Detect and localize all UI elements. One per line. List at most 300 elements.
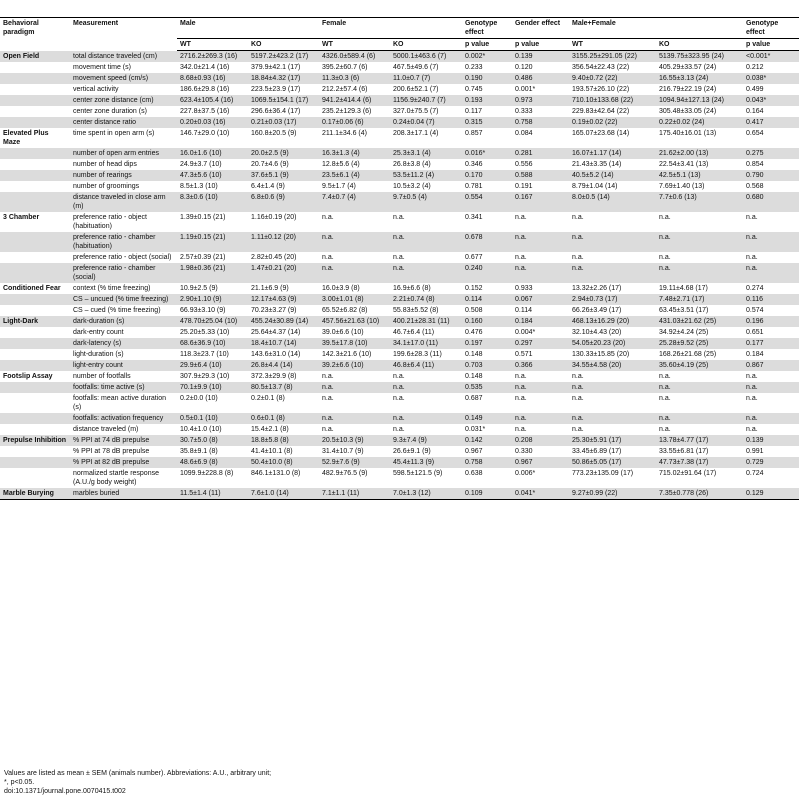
cell-gender-p: 0.084: [515, 130, 533, 137]
cell-paradigm: [0, 148, 70, 159]
cell-female-ko: 10.5±3.2 (4): [393, 183, 431, 190]
cell-genotype2-p: n.a.: [746, 395, 758, 402]
cell-genotype2-p: 0.729: [743, 457, 799, 468]
cell-male-wt: 30.7±5.0 (8): [177, 435, 248, 446]
cell-mf-wt: 16.07±1.17 (14): [569, 148, 656, 159]
cell-mf-wt: n.a.: [572, 214, 584, 221]
cell-genotype-p: 0.967: [465, 448, 483, 455]
cell-mf-ko: 168.26±21.68 (25): [659, 351, 717, 358]
cell-male-ko: 12.17±4.63 (9): [248, 294, 319, 305]
cell-genotype2-p: n.a.: [743, 413, 799, 424]
cell-paradigm: 3 Chamber: [3, 214, 40, 221]
header-row: [0, 18, 799, 39]
table-row: [0, 468, 799, 488]
cell-male-ko: 15.4±2.1 (8): [251, 426, 289, 433]
subheader-genotype-p: p value: [462, 39, 512, 51]
cell-female-wt: n.a.: [319, 232, 390, 252]
cell-mf-ko: n.a.: [656, 382, 743, 393]
cell-gender-p: 0.588: [512, 170, 569, 181]
cell-male-wt: 29.9±6.4 (10): [177, 360, 248, 371]
cell-genotype-p: 0.341: [465, 214, 483, 221]
cell-mf-wt: 468.13±16.29 (20): [569, 316, 656, 327]
table-row: [0, 95, 799, 106]
cell-genotype-p: 0.142: [462, 435, 512, 446]
cell-mf-ko: 431.03±21.62 (25): [656, 316, 743, 327]
cell-paradigm: [0, 327, 70, 338]
cell-genotype-p: 0.109: [462, 488, 512, 500]
cell-paradigm: Conditioned Fear: [3, 285, 61, 292]
subheader-genotype2-p: p value: [743, 39, 799, 51]
table-row: [0, 128, 799, 148]
cell-male-wt: 118.3±23.7 (10): [180, 351, 229, 358]
cell-mf-ko: 21.62±2.00 (13): [656, 148, 743, 159]
cell-gender-p: 0.114: [515, 307, 532, 314]
cell-mf-ko: 7.7±0.6 (13): [656, 192, 743, 212]
cell-paradigm: [0, 305, 70, 316]
cell-measurement: number of footfalls: [73, 373, 131, 380]
cell-genotype-p: 0.781: [465, 183, 483, 190]
table-row: [0, 294, 799, 305]
table-row: [0, 73, 799, 84]
cell-female-ko: 9.3±7.4 (9): [390, 435, 462, 446]
cell-genotype-p: 0.745: [465, 86, 483, 93]
cell-female-wt: n.a.: [322, 426, 334, 433]
cell-male-wt: 0.2±0.0 (10): [180, 395, 218, 402]
cell-measurement: dark-entry count: [73, 329, 124, 336]
cell-mf-wt: n.a.: [569, 232, 656, 252]
footnote-doi: doi:10.1371/journal.pone.0070415.t002: [4, 788, 126, 795]
table-row: [0, 106, 799, 117]
cell-mf-ko: 19.11±4.68 (17): [659, 285, 708, 292]
cell-female-wt: n.a.: [319, 263, 390, 283]
table-row: [0, 316, 799, 327]
cell-gender-p: 0.167: [512, 192, 569, 212]
cell-measurement: normalized startle response (A.U./g body weight): [73, 470, 159, 486]
cell-female-ko: n.a.: [390, 413, 462, 424]
cell-paradigm: [0, 73, 70, 84]
cell-genotype-p: 0.114: [462, 294, 512, 305]
cell-female-ko: n.a.: [393, 254, 405, 261]
cell-female-ko: 467.5±49.6 (7): [393, 64, 439, 71]
cell-male-ko: 7.6±1.0 (14): [248, 488, 319, 500]
cell-genotype2-p: <0.001*: [743, 51, 799, 63]
cell-male-wt: 342.0±21.4 (16): [180, 64, 230, 71]
cell-mf-ko: 7.48±2.71 (17): [656, 294, 743, 305]
cell-paradigm: [0, 232, 70, 252]
cell-genotype2-p: 0.854: [746, 161, 764, 168]
cell-male-wt: 11.5±1.4 (11): [177, 488, 248, 500]
cell-genotype2-p: n.a.: [743, 263, 799, 283]
table-row: [0, 360, 799, 371]
cell-mf-wt: 8.0±0.5 (14): [569, 192, 656, 212]
cell-gender-p: n.a.: [515, 426, 527, 433]
cell-female-wt: n.a.: [322, 254, 334, 261]
cell-female-ko: n.a.: [393, 395, 405, 402]
cell-genotype-p: 0.170: [462, 170, 512, 181]
cell-mf-ko: 13.78±4.77 (17): [656, 435, 743, 446]
cell-paradigm: [0, 192, 70, 212]
cell-male-ko: 20.0±2.5 (9): [248, 148, 319, 159]
cell-female-wt: 457.56±21.63 (10): [319, 316, 390, 327]
cell-measurement: % PPI at 74 dB prepulse: [70, 435, 177, 446]
cell-female-ko: 0.24±0.04 (7): [390, 117, 462, 128]
cell-measurement: dark-duration (s): [70, 316, 177, 327]
cell-paradigm: Footslip Assay: [3, 373, 53, 380]
header-genotype-effect: Genotype effect: [462, 18, 512, 39]
cell-female-wt: 482.9±76.5 (9): [322, 470, 368, 477]
cell-gender-p: 0.139: [512, 51, 569, 63]
cell-gender-p: 0.004*: [515, 329, 536, 336]
cell-mf-wt: 34.55±4.58 (20): [569, 360, 656, 371]
cell-male-ko: 1.47±0.21 (20): [248, 263, 319, 283]
cell-female-ko: n.a.: [390, 382, 462, 393]
cell-male-ko: 223.5±23.9 (17): [251, 86, 301, 93]
cell-female-ko: 45.4±11.3 (9): [390, 457, 462, 468]
cell-gender-p: 0.571: [515, 351, 533, 358]
cell-genotype-p: 0.148: [465, 351, 483, 358]
cell-mf-ko: n.a.: [659, 214, 671, 221]
cell-genotype2-p: 0.129: [743, 488, 799, 500]
cell-male-ko: 80.5±13.7 (8): [248, 382, 319, 393]
header-gender-effect: Gender effect: [512, 18, 569, 39]
cell-mf-wt: n.a.: [572, 254, 584, 261]
cell-male-ko: 0.2±0.1 (8): [251, 395, 285, 402]
cell-mf-wt: n.a.: [569, 263, 656, 283]
cell-genotype2-p: 0.991: [746, 448, 764, 455]
cell-male-ko: 379.9±42.1 (17): [251, 64, 301, 71]
cell-female-ko: 208.3±17.1 (4): [393, 130, 439, 137]
cell-gender-p: 0.006*: [515, 470, 536, 477]
cell-measurement: footfalls: mean active duration (s): [73, 395, 166, 411]
cell-mf-ko: n.a.: [659, 254, 671, 261]
cell-mf-ko: 405.29±33.57 (24): [659, 64, 717, 71]
cell-genotype-p: 0.703: [462, 360, 512, 371]
cell-paradigm: [0, 446, 70, 457]
table-row: [0, 170, 799, 181]
table-row: [0, 212, 799, 232]
cell-genotype-p: 0.031*: [465, 426, 486, 433]
cell-mf-wt: 773.23±135.09 (17): [572, 470, 634, 477]
cell-mf-wt: 9.40±0.72 (22): [569, 73, 656, 84]
cell-male-ko: 846.1±131.0 (8): [251, 470, 301, 477]
cell-genotype2-p: 0.790: [743, 170, 799, 181]
cell-male-ko: 26.8±4.4 (14): [248, 360, 319, 371]
cell-mf-ko: n.a.: [659, 373, 671, 380]
cell-gender-p: n.a.: [515, 254, 527, 261]
cell-measurement: light-duration (s): [73, 351, 124, 358]
cell-female-wt: 23.5±6.1 (4): [319, 170, 390, 181]
cell-female-ko: 1156.9±240.7 (7): [390, 95, 462, 106]
cell-gender-p: 0.333: [515, 108, 533, 115]
cell-measurement: footfalls: activation frequency: [70, 413, 177, 424]
cell-mf-ko: 33.55±6.81 (17): [659, 448, 709, 455]
cell-female-wt: n.a.: [319, 382, 390, 393]
table-row: [0, 148, 799, 159]
cell-measurement: number of head dips: [73, 161, 137, 168]
cell-female-ko: 2.21±0.74 (8): [390, 294, 462, 305]
cell-genotype-p: 0.346: [465, 161, 483, 168]
subheader-female-wt: WT: [319, 39, 390, 51]
cell-gender-p: 0.933: [515, 285, 533, 292]
cell-gender-p: 0.297: [512, 338, 569, 349]
cell-female-ko: 46.7±6.4 (11): [393, 329, 435, 336]
cell-genotype-p: 0.190: [462, 73, 512, 84]
cell-measurement: CS – uncued (% time freezing): [70, 294, 177, 305]
subheader-gender-p: p value: [512, 39, 569, 51]
cell-mf-wt: n.a.: [572, 395, 584, 402]
cell-mf-ko: 47.73±7.38 (17): [656, 457, 743, 468]
cell-female-wt: 9.5±1.7 (4): [322, 183, 356, 190]
table-row: [0, 327, 799, 338]
cell-genotype2-p: 0.116: [743, 294, 799, 305]
cell-mf-wt: n.a.: [572, 373, 584, 380]
cell-mf-ko: 5139.75±323.95 (24): [656, 51, 743, 63]
cell-mf-wt: 165.07±23.68 (14): [572, 130, 630, 137]
cell-paradigm: [0, 252, 70, 263]
cell-genotype-p: 0.758: [462, 457, 512, 468]
cell-mf-ko: 216.79±22.19 (24): [659, 86, 717, 93]
cell-female-ko: 16.9±6.6 (8): [393, 285, 431, 292]
cell-female-ko: 598.5±121.5 (9): [393, 470, 443, 477]
header-measurement: Measurement: [70, 18, 177, 51]
cell-male-wt: 48.6±6.9 (8): [177, 457, 248, 468]
cell-gender-p: 0.758: [512, 117, 569, 128]
table-row: [0, 382, 799, 393]
table-row: [0, 488, 799, 500]
cell-genotype2-p: 0.651: [746, 329, 764, 336]
table-row: [0, 338, 799, 349]
cell-genotype2-p: n.a.: [743, 382, 799, 393]
cell-female-wt: 20.5±10.3 (9): [319, 435, 390, 446]
table-row: [0, 62, 799, 73]
cell-female-wt: n.a.: [319, 413, 390, 424]
cell-measurement: center zone distance (cm): [70, 95, 177, 106]
cell-male-wt: 10.4±1.0 (10): [180, 426, 222, 433]
cell-male-ko: 18.8±5.8 (8): [248, 435, 319, 446]
cell-mf-ko: n.a.: [656, 232, 743, 252]
cell-measurement: distance traveled (m): [73, 426, 139, 433]
cell-gender-p: 0.208: [512, 435, 569, 446]
cell-mf-ko: 22.54±3.41 (13): [659, 161, 709, 168]
results-table: [0, 17, 799, 500]
table-row: [0, 446, 799, 457]
cell-paradigm: [0, 468, 70, 488]
cell-genotype-p: 0.233: [465, 64, 483, 71]
cell-female-wt: 7.1±1.1 (11): [319, 488, 390, 500]
cell-paradigm: [0, 62, 70, 73]
cell-female-ko: 34.1±17.0 (11): [390, 338, 462, 349]
cell-female-wt: n.a.: [322, 214, 334, 221]
cell-male-wt: 2.90±1.10 (9): [177, 294, 248, 305]
cell-genotype-p: 0.193: [462, 95, 512, 106]
cell-measurement: center zone duration (s): [73, 108, 147, 115]
cell-male-wt: 227.8±37.5 (16): [180, 108, 230, 115]
cell-female-wt: 212.2±57.4 (6): [322, 86, 368, 93]
cell-genotype-p: 0.160: [462, 316, 512, 327]
cell-female-wt: 65.52±6.82 (8): [322, 307, 368, 314]
table-row: [0, 51, 799, 63]
cell-mf-ko: 1094.94±127.13 (24): [656, 95, 743, 106]
cell-genotype2-p: 0.196: [743, 316, 799, 327]
cell-measurement: CS – cued (% time freezing): [73, 307, 161, 314]
cell-male-ko: 160.8±20.5 (9): [251, 130, 297, 137]
cell-genotype2-p: 0.499: [746, 86, 764, 93]
cell-male-ko: 455.24±30.89 (14): [248, 316, 319, 327]
cell-genotype-p: 0.535: [462, 382, 512, 393]
cell-measurement: movement speed (cm/s): [70, 73, 177, 84]
cell-genotype-p: 0.016*: [462, 148, 512, 159]
cell-female-wt: 142.3±21.6 (10): [322, 351, 372, 358]
cell-measurement: dark-latency (s): [70, 338, 177, 349]
table-row: [0, 424, 799, 435]
cell-male-wt: 2716.2±269.3 (16): [177, 51, 248, 63]
cell-paradigm: [0, 413, 70, 424]
cell-genotype2-p: n.a.: [743, 232, 799, 252]
cell-mf-wt: 40.5±5.2 (14): [569, 170, 656, 181]
cell-mf-ko: 715.02±91.64 (17): [659, 470, 717, 477]
cell-female-wt: 39.0±6.6 (10): [322, 329, 364, 336]
cell-measurement: context (% time freezing): [73, 285, 151, 292]
cell-mf-ko: n.a.: [656, 413, 743, 424]
cell-gender-p: n.a.: [515, 373, 527, 380]
cell-genotype2-p: n.a.: [746, 214, 758, 221]
table-body: [0, 51, 799, 500]
cell-mf-ko: 175.40±16.01 (13): [659, 130, 717, 137]
cell-paradigm: [0, 170, 70, 181]
cell-gender-p: 0.001*: [515, 86, 536, 93]
cell-mf-wt: 0.19±0.02 (22): [569, 117, 656, 128]
cell-paradigm: [0, 106, 70, 117]
cell-female-ko: n.a.: [393, 426, 405, 433]
cell-paradigm: [0, 393, 70, 413]
cell-female-wt: 395.2±60.7 (6): [322, 64, 368, 71]
cell-female-wt: 16.0±3.9 (8): [322, 285, 360, 292]
cell-female-wt: 3.00±1.01 (8): [319, 294, 390, 305]
cell-mf-ko: 7.69±1.40 (13): [659, 183, 705, 190]
cell-mf-wt: 21.43±3.35 (14): [572, 161, 622, 168]
footnote-abbreviations: Values are listed as mean ± SEM (animals number). Abbreviations: A.U., arbitrary unit;: [4, 770, 272, 777]
table-row: [0, 457, 799, 468]
cell-male-ko: 25.64±4.37 (14): [251, 329, 301, 336]
cell-female-wt: 235.2±129.3 (6): [322, 108, 372, 115]
cell-genotype2-p: 0.043*: [743, 95, 799, 106]
cell-male-ko: 1069.5±154.1 (17): [248, 95, 319, 106]
cell-mf-wt: 33.45±6.89 (17): [572, 448, 622, 455]
cell-gender-p: 0.120: [515, 64, 533, 71]
cell-measurement: total distance traveled (cm): [70, 51, 177, 63]
cell-gender-p: 0.281: [512, 148, 569, 159]
cell-paradigm: [0, 263, 70, 283]
cell-genotype-p: 0.002*: [462, 51, 512, 63]
cell-gender-p: n.a.: [512, 413, 569, 424]
cell-genotype-p: 0.687: [465, 395, 483, 402]
cell-genotype-p: 0.117: [465, 108, 482, 115]
cell-gender-p: 0.330: [515, 448, 533, 455]
cell-mf-wt: 32.10±4.43 (20): [572, 329, 622, 336]
cell-female-ko: 26.8±3.8 (4): [393, 161, 431, 168]
cell-genotype2-p: 0.654: [746, 130, 764, 137]
cell-male-ko: 21.1±6.9 (9): [251, 285, 289, 292]
cell-genotype2-p: 0.568: [746, 183, 764, 190]
cell-mf-wt: 710.10±133.68 (22): [569, 95, 656, 106]
cell-female-ko: 200.6±52.1 (7): [393, 86, 439, 93]
cell-male-wt: 0.5±0.1 (10): [177, 413, 248, 424]
cell-mf-ko: 7.35±0.778 (26): [656, 488, 743, 500]
cell-genotype2-p: 0.139: [743, 435, 799, 446]
cell-mf-ko: 16.55±3.13 (24): [656, 73, 743, 84]
cell-measurement: preference ratio - object (habituation): [73, 214, 147, 230]
table-row: [0, 371, 799, 382]
cell-measurement: vertical activity: [73, 86, 119, 93]
cell-gender-p: 0.191: [515, 183, 533, 190]
cell-mf-ko: 305.48±33.05 (24): [659, 108, 717, 115]
header-male: Male: [177, 18, 319, 39]
cell-mf-wt: 9.27±0.99 (22): [569, 488, 656, 500]
cell-male-ko: 70.23±3.27 (9): [251, 307, 297, 314]
cell-male-ko: 2.82±0.45 (20): [251, 254, 297, 261]
cell-male-ko: 18.4±10.7 (14): [248, 338, 319, 349]
cell-female-ko: 9.7±0.5 (4): [390, 192, 462, 212]
header-female: Female: [319, 18, 462, 39]
cell-female-ko: 400.21±28.31 (11): [390, 316, 462, 327]
cell-female-wt: 7.4±0.7 (4): [319, 192, 390, 212]
cell-genotype2-p: 0.164: [746, 108, 764, 115]
cell-paradigm: [0, 294, 70, 305]
table-footnotes: [4, 769, 271, 796]
cell-male-ko: 296.6±36.4 (17): [251, 108, 301, 115]
header-genotype-effect-combined: Genotype effect: [743, 18, 799, 39]
cell-gender-p: n.a.: [515, 395, 527, 402]
cell-genotype2-p: 0.724: [746, 470, 764, 477]
cell-female-wt: n.a.: [322, 373, 334, 380]
cell-gender-p: 0.556: [515, 161, 533, 168]
cell-female-ko: 53.5±11.2 (4): [390, 170, 462, 181]
subheader-mf-wt: WT: [569, 39, 656, 51]
table-row: [0, 393, 799, 413]
cell-gender-p: n.a.: [512, 232, 569, 252]
cell-mf-wt: 2.94±0.73 (17): [569, 294, 656, 305]
cell-female-wt: 39.5±17.8 (10): [319, 338, 390, 349]
cell-measurement: number of groomings: [73, 183, 140, 190]
cell-paradigm: [0, 95, 70, 106]
cell-male-wt: 25.20±5.33 (10): [180, 329, 230, 336]
cell-female-ko: 5000.1±463.6 (7): [390, 51, 462, 63]
cell-male-ko: 372.3±29.9 (8): [251, 373, 297, 380]
cell-genotype-p: 0.857: [465, 130, 483, 137]
table-row: [0, 117, 799, 128]
cell-mf-wt: 25.30±5.91 (17): [569, 435, 656, 446]
cell-male-wt: 1.19±0.15 (21): [177, 232, 248, 252]
cell-female-ko: 55.83±5.52 (8): [393, 307, 439, 314]
cell-gender-p: 0.184: [512, 316, 569, 327]
cell-male-wt: 623.4±105.4 (16): [177, 95, 248, 106]
cell-mf-wt: 13.32±2.26 (17): [572, 285, 622, 292]
cell-genotype-p: 0.554: [462, 192, 512, 212]
cell-measurement: % PPI at 82 dB prepulse: [70, 457, 177, 468]
cell-genotype2-p: 0.184: [746, 351, 764, 358]
cell-female-wt: 4326.0±589.4 (6): [319, 51, 390, 63]
cell-paradigm: [0, 382, 70, 393]
cell-male-ko: 0.21±0.03 (17): [248, 117, 319, 128]
cell-female-wt: n.a.: [322, 395, 334, 402]
cell-paradigm: [0, 360, 70, 371]
cell-measurement: footfalls: time active (s): [70, 382, 177, 393]
cell-female-ko: n.a.: [393, 373, 405, 380]
cell-genotype2-p: 0.274: [746, 285, 764, 292]
table-row: [0, 305, 799, 316]
cell-male-wt: 1.39±0.15 (21): [180, 214, 226, 221]
cell-measurement: distance traveled in close arm (m): [70, 192, 177, 212]
